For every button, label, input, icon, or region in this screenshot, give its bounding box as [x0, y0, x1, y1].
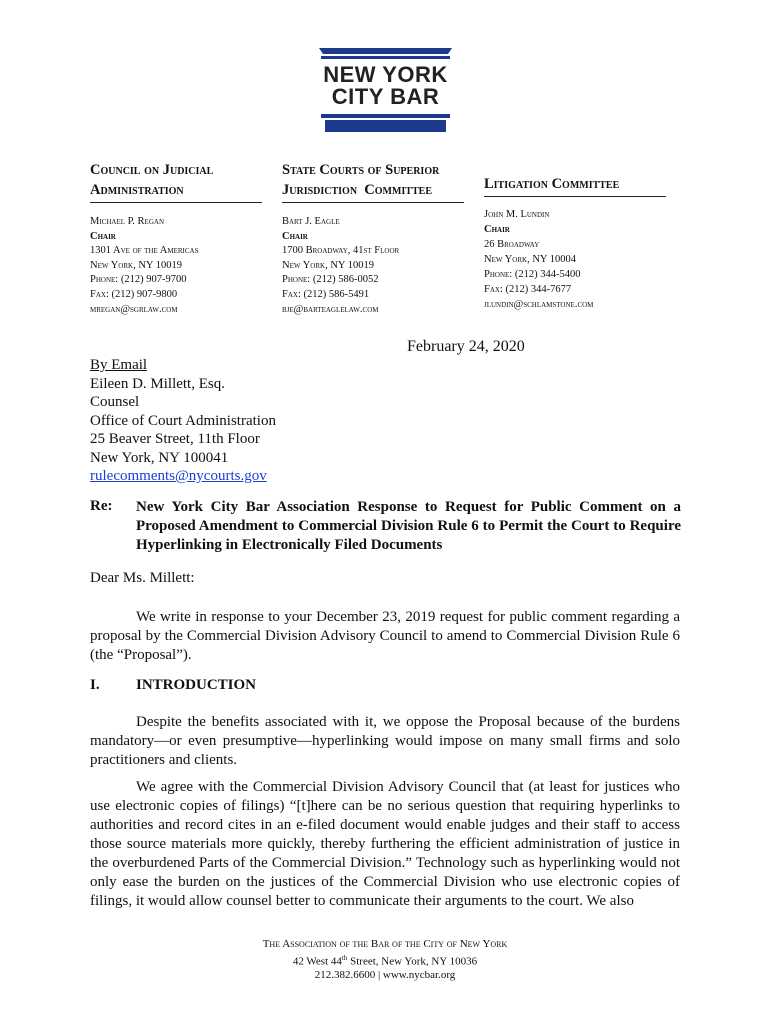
- section-number: I.: [90, 677, 100, 693]
- fax: Fax: (212) 344-7677: [484, 284, 572, 295]
- committee-heading: State Courts of Superior Jurisdiction Committee: [282, 160, 464, 203]
- email[interactable]: bje@barteaglelaw.com: [282, 303, 379, 315]
- address-line-2: New York, NY 10004: [484, 254, 576, 265]
- re-label: Re:: [90, 498, 113, 514]
- fax: Fax: (212) 586-5491: [282, 288, 370, 300]
- phone: Phone: (212) 907-9700: [90, 274, 187, 286]
- address-line-1: 1301 Ave of the Americas: [90, 245, 199, 257]
- re-subject: New York City Bar Association Response to Request for Public Comment on a Proposed Amendment to Commercial Division Rule 6 to Permit the Court to Require Hyperlinking in Electronically Filed Documents: [136, 499, 681, 553]
- paragraph-1: We write in response to your December 23, 2019 request for public comment regarding a proposal by the Commercial Division Advisory Council to amend to Commercial Division Rule 6 (the “Proposal”).: [90, 609, 680, 663]
- chair-role: Chair: [90, 230, 116, 242]
- letter-date: February 24, 2020: [407, 338, 525, 355]
- address-line-2: New York, NY 10019: [90, 259, 182, 271]
- paragraph-2: Despite the benefits associated with it, we oppose the Proposal because of the burdens mandatory—or even presumptive—hyperlinking would impose on many small firms and solo practitioners and clients.: [90, 714, 680, 768]
- footer: [0, 938, 770, 982]
- address-line-1: 26 Broadway: [484, 239, 540, 250]
- paragraph-3: We agree with the Commercial Division Advisory Council that (at least for justices who use electronic copies of filings) “[t]here can be no serious question that requiring hyperlinks to authorities and record cites in an e-filed document would enable judges and their staff to access those source materials more quickly, thereby furthering the efficient administration of justice in the overburdened Parts of the Commercial Division.” Technology such as hyperlinking would not only ease the burden on the justices of the Commercial Division who use electronic copies of filings, it would allow counsel better to communicate their arguments to the court. We also: [90, 779, 680, 909]
- email[interactable]: jlundin@schlamstone.com: [484, 299, 594, 310]
- logo-line-1: NEW YORK: [323, 62, 448, 87]
- chair-role: Chair: [282, 230, 308, 242]
- recipient-street: 25 Beaver Street, 11th Floor: [90, 431, 260, 447]
- address-line-1: 1700 Broadway, 41st Floor: [282, 245, 400, 257]
- committee-council-judicial: [90, 160, 262, 317]
- delivery-method: By Email: [90, 357, 148, 373]
- committee-state-courts: [282, 160, 464, 317]
- recipient-name: Eileen D. Millett, Esq.: [90, 375, 225, 392]
- chair-name: John M. Lundin: [484, 209, 550, 220]
- phone: Phone: (212) 586-0052: [282, 274, 379, 286]
- section-title: INTRODUCTION: [136, 677, 257, 693]
- footer-address: 42 West 44th Street, New York, NY 10036: [292, 953, 478, 968]
- email[interactable]: mregan@sgrlaw.com: [90, 303, 178, 315]
- address-line-2: New York, NY 10019: [282, 259, 374, 271]
- chair-name: Michael P. Regan: [90, 216, 164, 227]
- committee-heading: Litigation Committee: [484, 174, 666, 197]
- committee-heading: Council on Judicial Administration: [90, 160, 262, 203]
- fax: Fax: (212) 907-9800: [90, 288, 178, 300]
- committee-litigation: [484, 174, 666, 312]
- logo-line-2: CITY BAR: [331, 84, 440, 109]
- phone: Phone: (212) 344-5400: [484, 269, 581, 280]
- footer-org: The Association of the Bar of the City of New York: [262, 938, 508, 950]
- recipient-email-link[interactable]: rulecomments@nycourts.gov: [90, 468, 267, 484]
- footer-contact: 212.382.6600 | www.nycbar.org: [314, 968, 456, 981]
- nycbar-logo: [319, 48, 452, 132]
- recipient-title: Counsel: [90, 394, 140, 410]
- chair-name: Bart J. Eagle: [282, 216, 340, 227]
- recipient-office: Office of Court Administration: [90, 412, 276, 429]
- recipient-city: New York, NY 100041: [90, 449, 229, 466]
- recipient-block: [90, 356, 276, 486]
- chair-role: Chair: [484, 224, 510, 235]
- salutation: Dear Ms. Millett:: [90, 570, 195, 586]
